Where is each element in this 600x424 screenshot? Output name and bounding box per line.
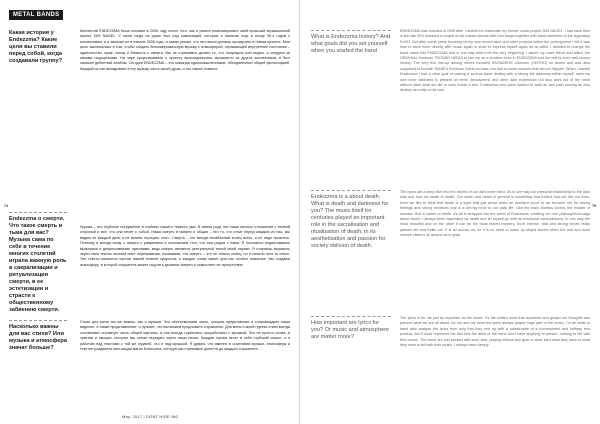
answer-ru-2: Лирика – это глубокое погружение в глубины нашего темного ума. В своем роде это наши личные отношения с темной стороной и все, что она несет с собой. Наша смерть в смерти и общая – это то, что стоит перед каждым из нас, мы видим ее каждый день и не можем отрицать этого. Смерть – это всегда неизбежный конец всего, и ее надо признать. Поэтому я всегда пишу о смерти с уважением и осознанием того, что она рядом с нами. Я постоянно подпитываюсь мрачными и депрессивными чувствами, ведь смерть является центральной темой моей лирики. Я стараюсь выразить через свои тексты личный опыт переживания, показывая, что смерть – это не только конец, но и начало чего-то иного. Эти тексты являются частью нашей темной сущности, и каждое слово имеет для нас особое значение. Мы создаем атмосферу, в которой слушатель может ощутить дыхание смерти и осмыслить ее присутствие.	[80, 225, 290, 267]
page-number-right: 75	[592, 204, 596, 208]
question-en-1: What is Endezzma history? And what goals did you set yourself when you started the band	[311, 30, 391, 55]
answer-en-3: The lyrics is for me just as important as the music. It's the written word that represent and gospel our thoughts and present what we are all about, for me and my band the lyrics always played huge part of the music, I'm an artist or band take analyze the lyrics from only that they end up with a catastrophe of a uncompleted and hallway end product, but it does represent the fact that the artist or the band don't have anything to preach, nothing to tell with their music. The world are just packed with such acts, playing without any goal or clear idea what they want or what they want to tell with their music. I always been deeply	[400, 316, 590, 348]
question-ru-2: Endezzma о смерти. Что такое смерть и тьма для вас? Музыка сама по себе в течение многих столетий играла важную роль в сакрализации и ритуализации смерти, в ее эстетизации и страсти к общественному забвению смерти.	[9, 212, 67, 314]
section-label: METAL BANDS	[9, 10, 63, 20]
answer-en-1: ENDEZZMA was founded in 2006 after I decided to reanimate my former music project DIM NAGEL. I had back then in the late 90's released a couple of old classic demos with Dim Nagel together with band members of the legendary KVIST. But after some years focusing on my own record label and other projects within the underground I felt it was time to work more directly with music again in order to express myself again as an artist. I decided to change the band name into ENDEZZMA and in one way start from the very beginning. I asked my close friend and allied, the ORIGINAL frontman TRONDR NEFAS to join me as a creative force in ENDEZZMA and the rest is more well-known history. The very first line-up among others included RAGNAROK drummer (ONTHO) on drums and was also supposed to include TAAKE's frontman Hoest on bass, but due to some reasons that did not happen. When I started Endezzma I had a clear goal of making a serious band dealing with a strong felt darkness within myself, uses my own inner darkness to present an eerie, atmospheric and other dark expression but also work out of the heart without label what we did or work inside a box. Endezzma very quick started to walk its own path carving its own destiny as entity on its own.	[400, 29, 590, 93]
page-number-left: 74	[4, 204, 8, 208]
question-ru-1: Какая история у Endezzma? Какие цели вы ставили перед собой, когда создавали группу?	[9, 30, 62, 64]
page-footer: May, 2017 | DONT HIDE №2	[122, 414, 178, 419]
answer-en-2: The lyrics are a deep dive into the depths of our dark inner mind. It's in one way our personal relationship to the dark side and how we relate to death. Our death and death in general is something that control how we live our lives, even we like to think that death is a topic that just arrive when an accident occur or we become old. Its strong feelings and strong emotions that is a driving force in our daily life. Like the track Morbus Divina, the master of disease. And a carrier of death. It's all in wrapped into the world of Endezzma, creating our own philosophical saga about death. I always been fascinated by death and let myself go with its emotional contradictions, in one way the most beautiful and on the other it can be the most feared mystery. Such intense, vital and strong forces really passes me and thrills me. It is all around us, so it is no need to make up stupid stories when the real and most intense vibes is all around us to grab.	[400, 190, 590, 238]
answer-ru-3: Стихи для меня так же важны, как и музыка. Это неотъемлемая часть, которая представляет и сопровождает наше видение, а также представление, и лучшее, что мы можем предложить слушателю. Для меня и моей группы стихи всегда составляют огромную часть общей картины, и они всегда тщательно проработаны с музыкой. Это не просто слова, а чувства и эмоции, которые мы хотим передать через наши песни. Каждая строка несет в себе глубокий смысл, и я работаю над текстами с той же отдачей, что и над музыкой. Я думаю, что именно в сочетании музыки, атмосферы и текстов рождается настоящая магия Endezzma, которую мы стремимся донести до каждого слушателя.	[80, 320, 290, 352]
answer-ru-1: Коллектив ENDEZZMA была основан в 2006 году после того, как я решил реанимировать свой прошлый музыкальный проект DIM NAGEL. У меня тогда на руках был ряд композиций, которые я написал еще в конце 90-х годов с коллективом, и я записал их в начале 2006 года, а затем решил, что эти песни должны прозвучать в новом проекте. Моя цель заключалась в том, чтобы создать бескомпромиссную музыку с атмосферой, отражающей внутреннее состояние – одиночество, мрак, холод и близость к смерти. Мы не стремимся делать то, что популярно или модно, а следуем за своими ощущениями. На заре существования к проекту присоединились музыканты из других коллективов, и был записан дебютный альбом. Сегодня ENDEZZMA – это команда единомышленников, объединенных общей философией. Каждый из нас вкладывает в эту музыку часть своей души, и это самое главное.	[80, 29, 290, 71]
question-en-2: Endezzma is a about death. What is death and darkness for you? The music itself for centuries played an important role in the sacralisation and ritualization of death, in its aesthetisation and passion for society oblivion of death.	[311, 190, 391, 250]
question-ru-3: Насколько важны для вас стихи? Или музыка и атмосфера значат больше?	[9, 320, 67, 352]
question-en-3: How important are lyrics for you? Or music and atmosphere are matter more?	[311, 316, 391, 341]
